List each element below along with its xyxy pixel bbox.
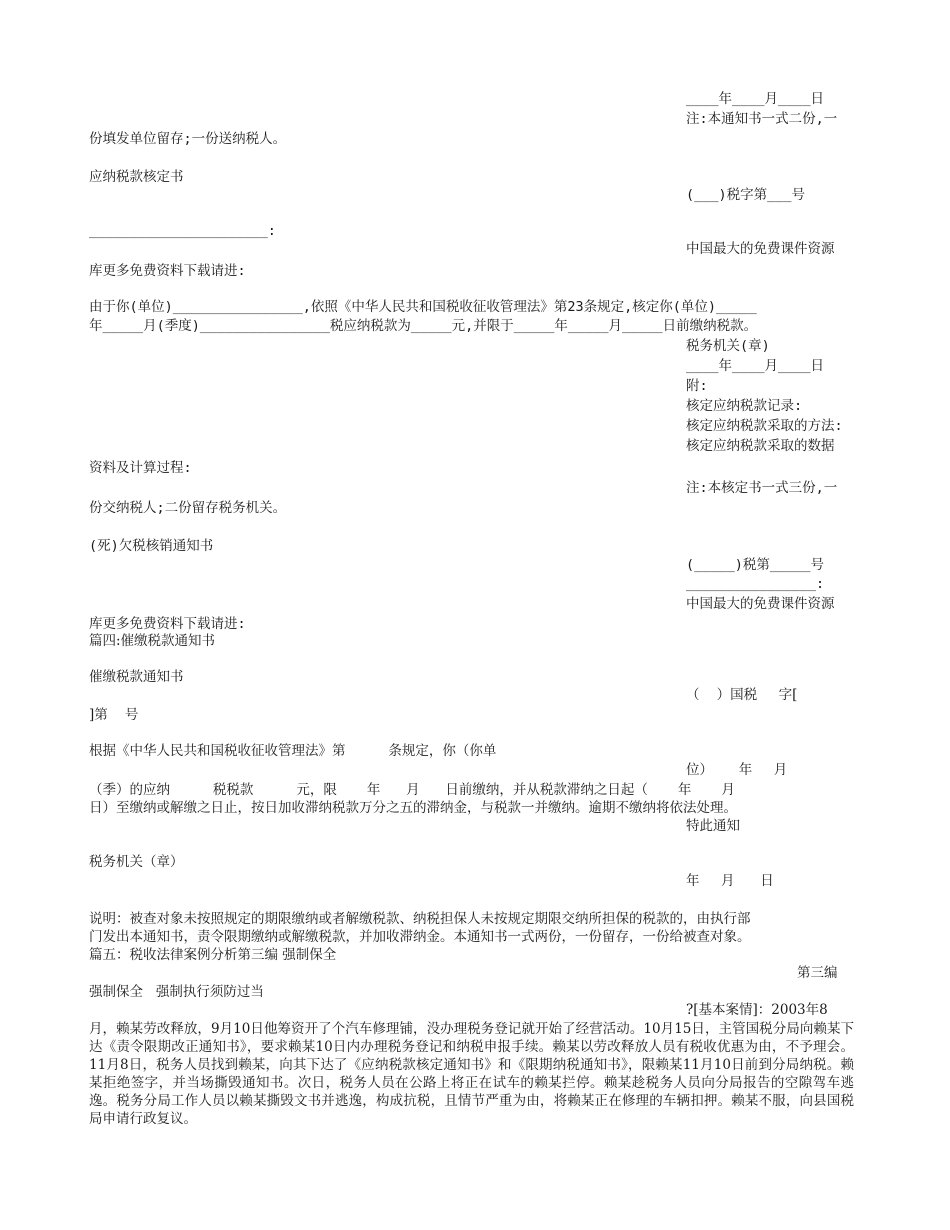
section-title-assessment: 应纳税款核定书 [89, 169, 184, 185]
section-subtitle: 强制保全 强制执行须防过当 [89, 984, 264, 1000]
document-number-cont: ]第 号 [89, 707, 139, 723]
body-paragraph-line: 位） 年 月 [686, 762, 788, 778]
case-facts-paragraph: 月，赖某劳改释放，9月10日他筹资开了个汽车修理铺，没办理税务登记就开始了经营活动。10月15日，主管国税分局向赖某下达《责令限期改正通知书》，要求赖某10日内办理税务登记和纳税申报手续。赖某以劳改释放人员有税收优惠为由，不予理会。11月8日，税务人员找到赖某，向其下达了《应纳税款核定通知书》和《限期纳税通知书》，限赖某11月10日前到分局纳税。赖某拒绝签字，并当场撕毁通知书。次日，税务人员在公路上将正在试车的赖某拦停。赖某趁税务人员向分局报告的空隙驾车逃逸。税务分局工作人员以赖某撕毁文书并逃逸，构成抗税，且情节严重为由，将赖某正在修理的车辆扣押。赖某不服，向县国税局申请行政复议。 [89, 1021, 854, 1127]
tax-authority-seal: 税务机关(章) [686, 338, 770, 354]
watermark-text-cont: 库更多免费资料下载请进: [89, 263, 246, 279]
tax-authority-seal: 税务机关（章） [89, 854, 184, 870]
watermark-text-cont: 库更多免费资料下载请进: [89, 616, 246, 632]
date-line: ____年____月____日 [686, 91, 825, 107]
section-title-reminder: 催缴税款通知书 [89, 669, 184, 685]
chapter-heading: 篇五：税收法律案例分析第三编 强制保全 [89, 947, 337, 963]
body-paragraph-line: 年_____月(季度)________________税应纳税款为_____元,并限于_____年_____月_____日前缴纳税款。 [89, 318, 758, 334]
case-facts-heading: ?[基本案情]：2003年8 [686, 1002, 828, 1018]
attachment-item: 核定应纳税款采取的数据 [686, 438, 835, 454]
explanation-line: 门发出本通知书，责令限期缴纳或解缴税款，并加收滞纳金。本通知书一式两份，一份留存，一份给被查对象。 [89, 929, 751, 945]
attachment-label: 附: [686, 378, 708, 394]
note-line: 注:本核定书一式三份,一 [686, 480, 838, 496]
note-line-cont: 份填发单位留存;一份送纳税人。 [89, 131, 287, 147]
watermark-text: 中国最大的免费课件资源 [686, 596, 835, 612]
addressee-line: ______________________: [89, 223, 276, 239]
date-line: 年 月 日 [686, 873, 774, 889]
attachment-item-cont: 资料及计算过程: [89, 460, 192, 476]
note-line-cont: 份交纳税人;二份留存税务机关。 [89, 500, 287, 516]
section-title-write-off: (死)欠税核销通知书 [89, 538, 214, 554]
explanation-line: 说明：被查对象未按照规定的期限缴纳或者解缴税款、纳税担保人未按规定期限交纳所担保的税款的，由执行部 [89, 911, 751, 927]
attachment-item: 核定应纳税款记录: [686, 398, 803, 414]
part-label: 第三编 [797, 965, 838, 981]
body-paragraph-line: 由于你(单位)________________,依照《中华人民共和国税收征收管理法》第23条规定,核定你(单位)_____ [89, 299, 757, 315]
date-line: ____年____月____日 [686, 358, 825, 374]
watermark-text: 中国最大的免费课件资源 [686, 241, 835, 257]
body-paragraph-line: （季）的应纳 税税款 元，限 年 月 日前缴纳，并从税款滞纳之日起（ 年 月 [89, 782, 735, 798]
document-number: (___)税字第___号 [686, 187, 806, 203]
body-paragraph-line: 日）至缴纳或解缴之日止，按日加收滞纳税款万分之五的滞纳金，与税款一并缴纳。逾期不缴纳将依法处理。 [89, 800, 737, 816]
addressee-line: ________________: [686, 576, 825, 592]
closing-text: 特此通知 [686, 818, 740, 834]
note-line: 注:本通知书一式二份,一 [686, 111, 838, 127]
body-paragraph-line: 根据《中华人民共和国税收征收管理法》第 条规定，你（你单 [89, 743, 497, 759]
document-number: （ ）国税 字[ [686, 687, 798, 703]
chapter-heading: 篇四:催缴税款通知书 [89, 633, 216, 649]
attachment-item: 核定应纳税款采取的方法: [686, 418, 843, 434]
document-number: (_____)税第_____号 [686, 557, 825, 573]
